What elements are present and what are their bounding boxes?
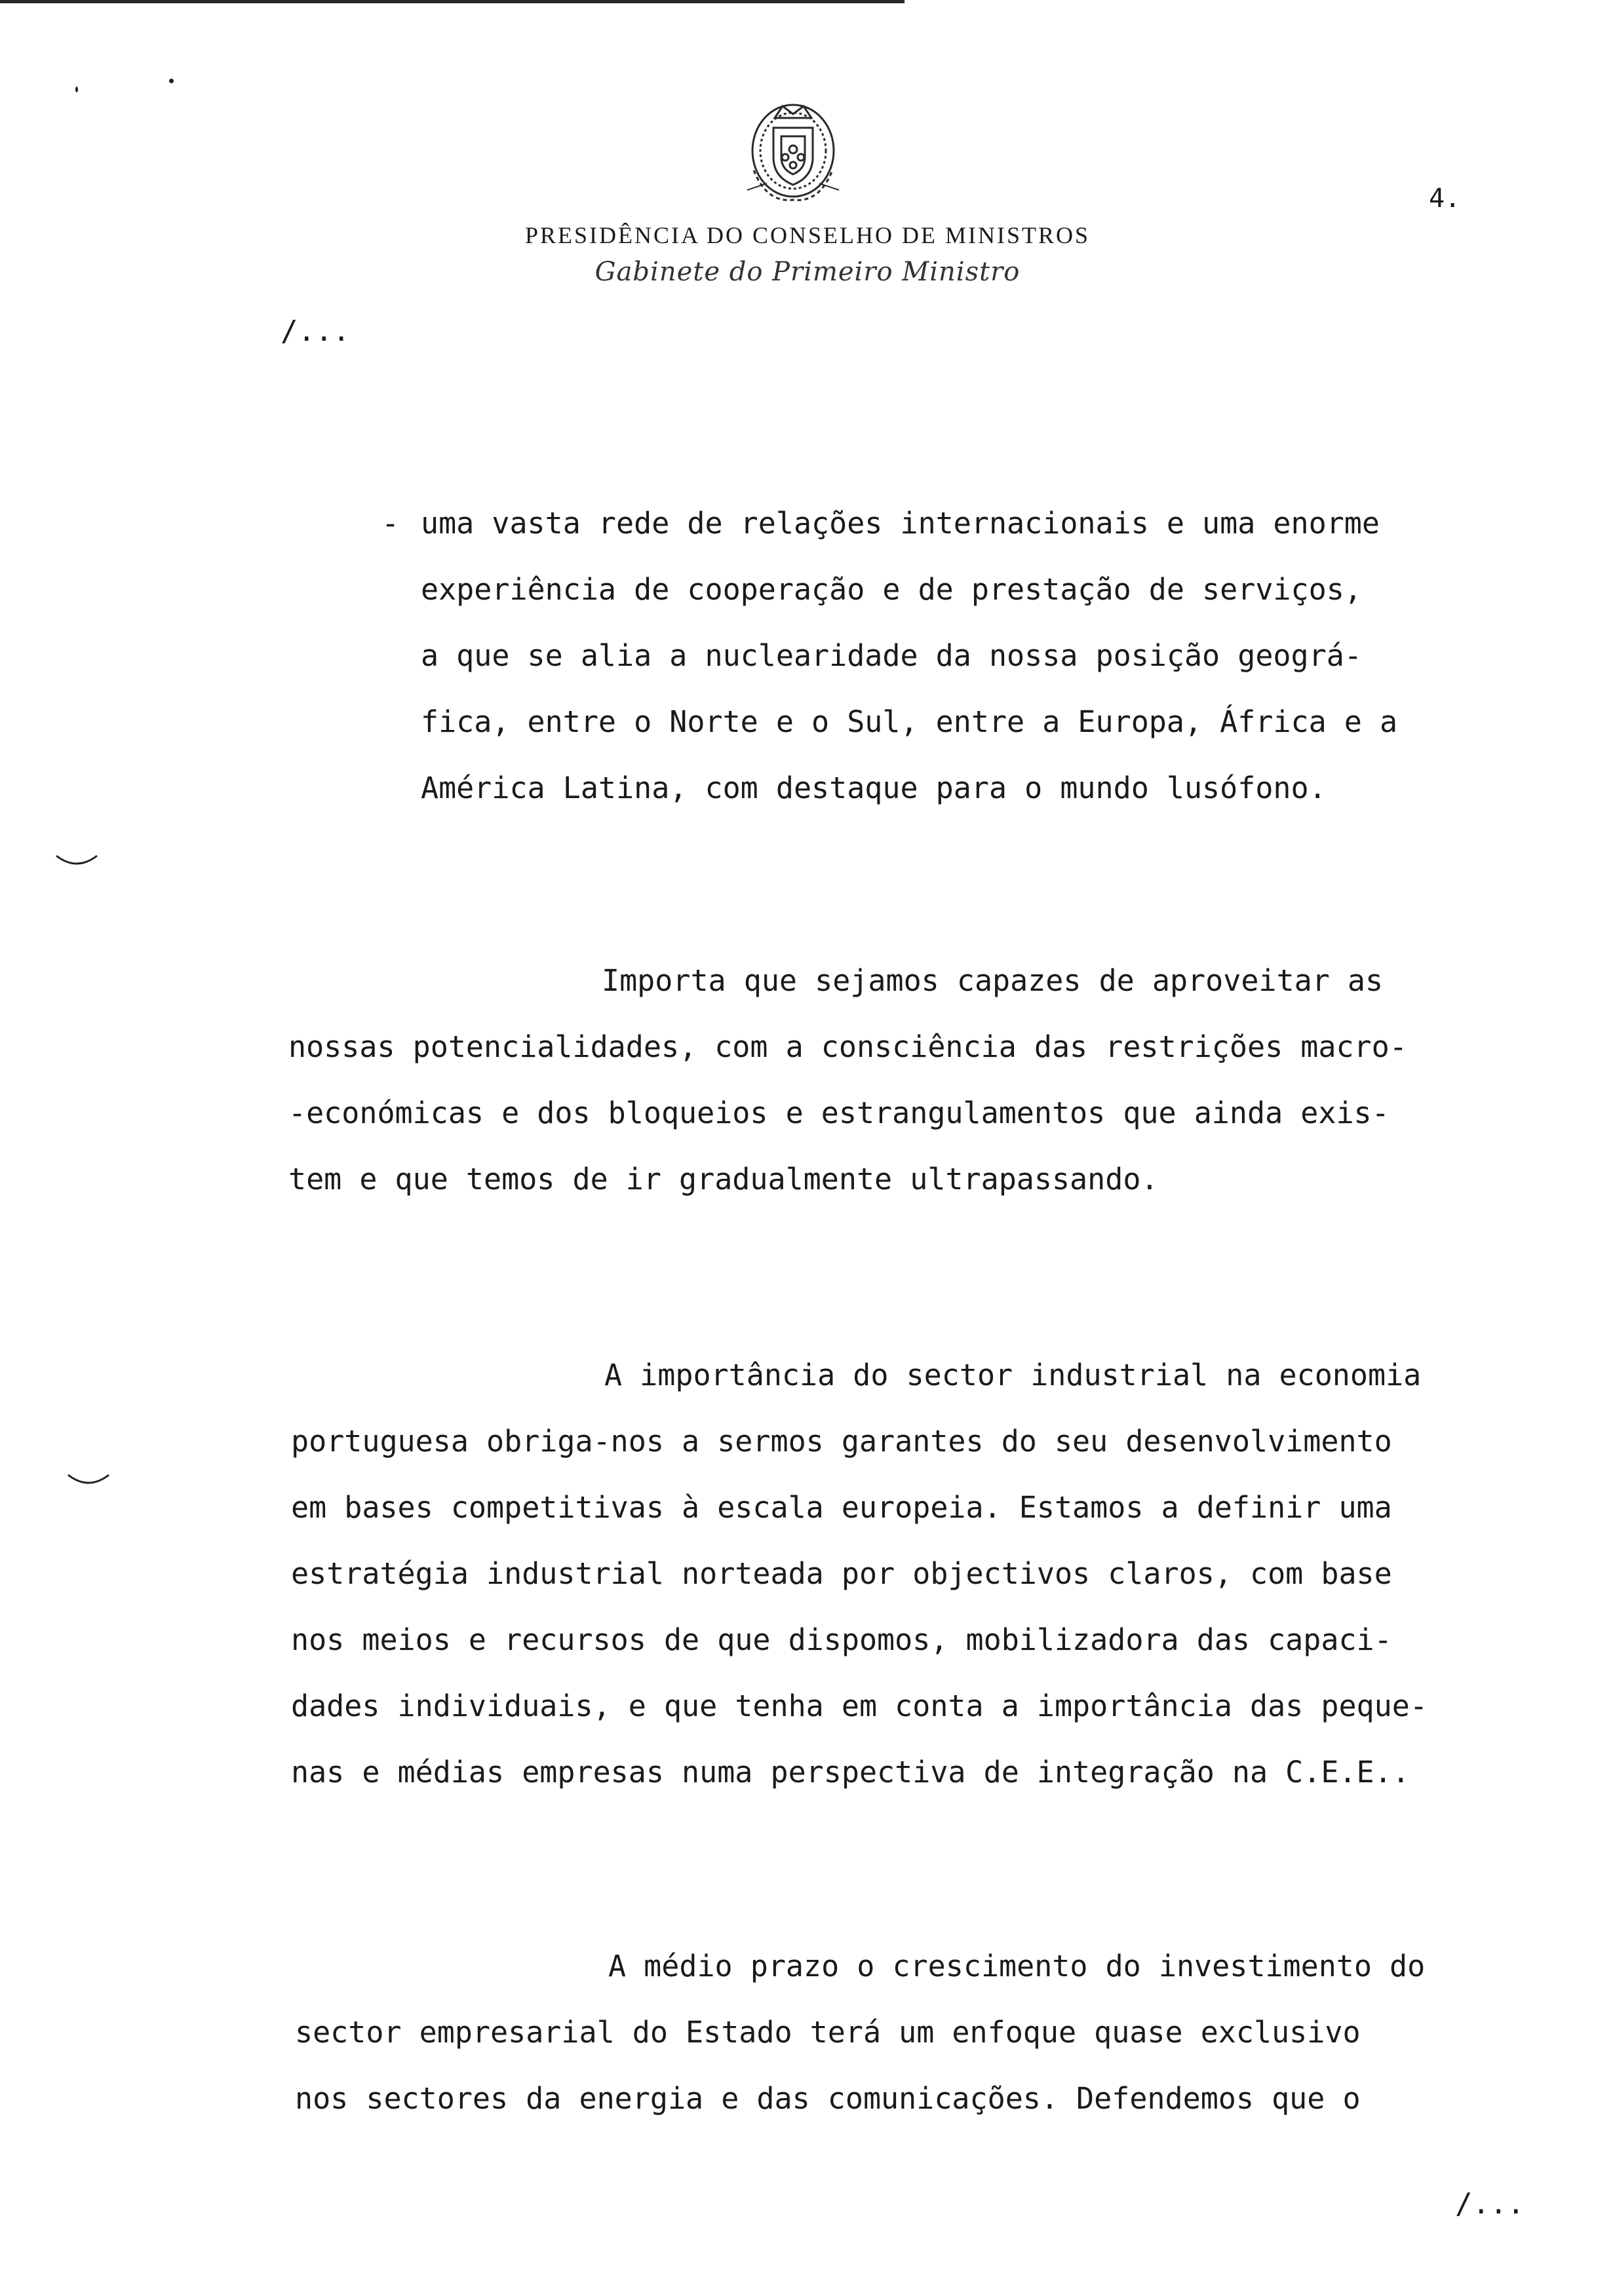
text-line: estratégia industrial norteada por objectivos claros, com base [291,1556,1392,1591]
text-line-indented: Importa que sejamos capazes de aproveitar as [602,963,1384,998]
text-line: a que se alia a nuclearidade da nossa posição geográ- [421,638,1362,673]
top-scan-rule [0,0,905,3]
paragraph-4 [295,1933,1425,2132]
text-line: sector empresarial do Estado terá um enfoque quase exclusivo [295,2015,1361,2050]
continuation-marker-bottom: /... [1455,2187,1525,2221]
text-line: nas e médias empresas numa perspectiva de integração na C.E.E.. [291,1755,1410,1789]
continuation-marker-top: /... [281,315,350,348]
paragraph-2 [288,947,1407,1212]
text-line [291,1342,1428,1408]
text-line: nossas potencialidades, com a consciência das restrições macro- [288,1029,1407,1064]
text-line: América Latina, com destaque para o mundo lusófono. [421,771,1327,805]
letterhead-subtitle: Gabinete do Primeiro Ministro [594,257,1021,287]
text-line: fica, entre o Norte e o Sul, entre a Europa, África e a [421,704,1398,739]
paragraph-1 [421,490,1397,821]
page-number: 4. [1429,183,1461,214]
text-line: portuguesa obriga-nos a sermos garantes do seu desenvolvimento [291,1424,1392,1459]
text-line: uma vasta rede de relações internacionais e uma enorme [421,506,1380,541]
scan-speck [169,79,174,83]
text-line: em bases competitivas à escala europeia. Estamos a definir uma [291,1490,1392,1525]
text-line: experiência de cooperação e de prestação de serviços, [421,572,1362,607]
bullet-dash: - [381,506,400,541]
letterhead-title: PRESIDÊNCIA DO CONSELHO DE MINISTROS [524,222,1091,248]
margin-hole-mark [66,1471,111,1491]
text-line [295,1933,1425,1999]
margin-hole-mark [54,852,100,871]
scan-speck [75,86,78,92]
text-line-indented: A importância do sector industrial na economia [604,1358,1422,1392]
paragraph-3 [291,1342,1428,1805]
coat-of-arms-emblem [728,92,859,210]
text-line: nos sectores da energia e das comunicações. Defendemos que o [295,2081,1361,2116]
text-line: dades individuais, e que tenha em conta a importância das peque- [291,1689,1428,1723]
text-line: -económicas e dos bloqueios e estrangulamentos que ainda exis- [288,1096,1390,1130]
text-line: tem e que temos de ir gradualmente ultrapassando. [288,1162,1159,1196]
text-line-indented: A médio prazo o crescimento do investimento do [608,1949,1426,1983]
text-line [288,947,1407,1014]
text-line: nos meios e recursos de que dispomos, mobilizadora das capaci- [291,1622,1392,1657]
